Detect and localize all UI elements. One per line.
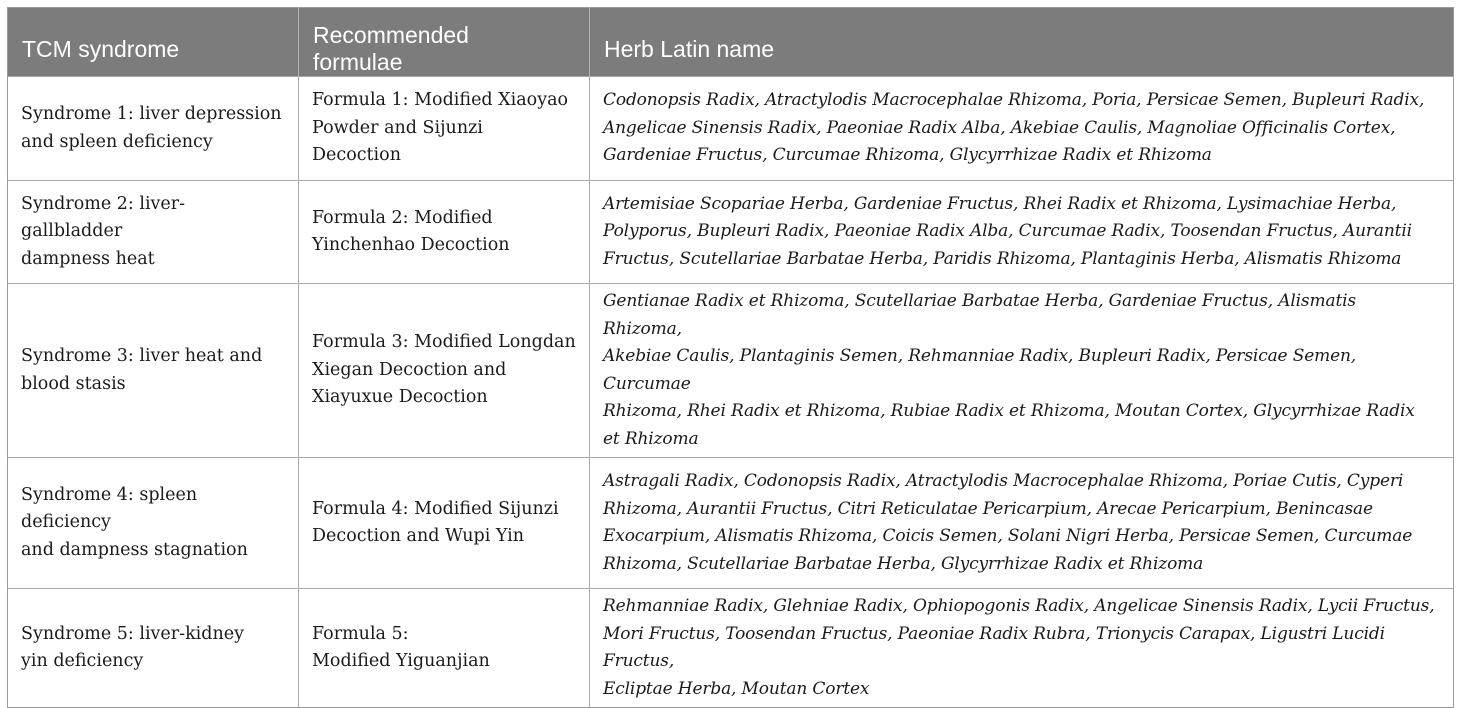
- text-line: Rehmanniae Radix, Glehniae Radix, Ophiopogonis Radix, Angelicae Sinensis Radix, Lycii Fructus,: [603, 596, 1435, 616]
- herb-cell: [590, 77, 1454, 181]
- text-line: et Rhizoma: [603, 428, 699, 449]
- text-line: Syndrome 2: liver-gallbladder: [21, 193, 186, 242]
- herb-cell: [590, 181, 1454, 284]
- text-line: Yinchenhao Decoction: [312, 235, 510, 255]
- text-line: Powder and Sijunzi Decoction: [312, 117, 483, 166]
- text-line: Fructus, Scutellariae Barbatae Herba, Paridis Rhizoma, Plantaginis Herba, Alismatis Rhizoma: [603, 248, 1402, 269]
- text-line: Syndrome 1: liver depression: [21, 104, 282, 124]
- text-line: Xiayuxue Decoction: [312, 387, 488, 408]
- table-row: [8, 589, 1454, 708]
- text-line: Codonopsis Radix, Atractylodis Macrocephalae Rhizoma, Poria, Persicae Semen, Bupleuri Radix,: [603, 90, 1425, 111]
- text-line: Akebiae Caulis, Plantaginis Semen, Rehmanniae Radix, Bupleuri Radix, Persicae Semen, Curcumae: [603, 346, 1357, 394]
- syndrome-cell: [8, 284, 299, 458]
- table-row: [8, 77, 1454, 181]
- header-recommended-formulae: [299, 8, 590, 77]
- text-line: Syndrome 4: spleen deficiency: [21, 484, 198, 533]
- text-line: Ecliptae Herba, Moutan Cortex: [603, 678, 870, 699]
- text-line: Gardeniae Fructus, Curcumae Rhizoma, Glycyrrhizae Radix et Rhizoma: [603, 145, 1212, 166]
- formula-cell: [299, 589, 590, 708]
- text-line: yin deficiency: [21, 651, 144, 671]
- text-line: and spleen deficiency: [21, 131, 213, 152]
- text-line: Angelicae Sinensis Radix, Paeoniae Radix Alba, Akebiae Caulis, Magnoliae Officinalis Cortex,: [603, 117, 1396, 138]
- text-line: Formula 1: Modified Xiaoyao: [312, 90, 569, 111]
- table-row: [8, 181, 1454, 284]
- text-line: Rhizoma, Aurantii Fructus, Citri Reticulatae Pericarpium, Arecae Pericarpium, Benincasae: [603, 498, 1373, 519]
- text-line: Astragali Radix, Codonopsis Radix, Atractylodis Macrocephalae Rhizoma, Poriae Cutis, Cyperi: [603, 471, 1404, 491]
- table-body: [8, 77, 1454, 708]
- text-line: Modified Yiguanjian: [312, 651, 490, 671]
- syndrome-cell: [8, 77, 299, 181]
- text-line: dampness heat: [21, 248, 155, 269]
- formula-cell: [299, 458, 590, 589]
- syndrome-cell: [8, 589, 299, 708]
- syndrome-cell: [8, 181, 299, 284]
- text-line: Xiegan Decoction and: [312, 359, 507, 380]
- text-line: Rhizoma, Rhei Radix et Rhizoma, Rubiae Radix et Rhizoma, Moutan Cortex, Glycyrrhizae Radix: [603, 401, 1415, 421]
- formula-cell: [299, 284, 590, 458]
- herb-cell: [590, 284, 1454, 458]
- herb-cell: [590, 458, 1454, 589]
- formula-cell: [299, 181, 590, 284]
- text-line: and dampness stagnation: [21, 539, 248, 560]
- herb-cell: [590, 589, 1454, 708]
- text-line: Artemisiae Scopariae Herba, Gardeniae Fructus, Rhei Radix et Rhizoma, Lysimachiae Herba,: [603, 193, 1397, 214]
- text-line: Formula 2: Modified: [312, 207, 493, 228]
- text-line: Formula 4: Modified Sijunzi: [312, 498, 559, 519]
- header-herb-latin-name: Herb Latin name: [590, 8, 1454, 77]
- text-line: Mori Fructus, Toosendan Fructus, Paeoniae Radix Rubra, Trionycis Carapax, Ligustri Lucidi Fructus,: [603, 623, 1385, 671]
- text-line: blood stasis: [21, 373, 126, 394]
- formula-cell: [299, 77, 590, 181]
- text-line: Syndrome 3: liver heat and: [21, 346, 263, 366]
- text-line: Polyporus, Bupleuri Radix, Paeoniae Radix Alba, Curcumae Radix, Toosendan Fructus, Aurantii: [603, 221, 1412, 242]
- text-line: Exocarpium, Alismatis Rhizoma, Coicis Semen, Solani Nigri Herba, Persicae Semen, Curcumae: [603, 526, 1413, 546]
- header-recommended-formulae-text: Recommended formulae: [313, 22, 469, 75]
- table-row: [8, 458, 1454, 589]
- text-line: Formula 5:: [312, 623, 409, 644]
- text-line: Gentianae Radix et Rhizoma, Scutellariae Barbatae Herba, Gardeniae Fructus, Alismatis Rhizoma,: [603, 291, 1356, 339]
- tcm-formula-table: [7, 7, 1454, 708]
- header-row: [8, 8, 1454, 77]
- table-row: [8, 284, 1454, 458]
- text-line: Formula 3: Modified Longdan: [312, 332, 576, 353]
- text-line: Syndrome 5: liver-kidney: [21, 623, 244, 644]
- syndrome-cell: [8, 458, 299, 589]
- header-tcm-syndrome: TCM syndrome: [8, 8, 299, 77]
- text-line: Rhizoma, Scutellariae Barbatae Herba, Glycyrrhizae Radix et Rhizoma: [603, 553, 1204, 574]
- table-header: [8, 8, 1454, 77]
- text-line: Decoction and Wupi Yin: [312, 526, 525, 546]
